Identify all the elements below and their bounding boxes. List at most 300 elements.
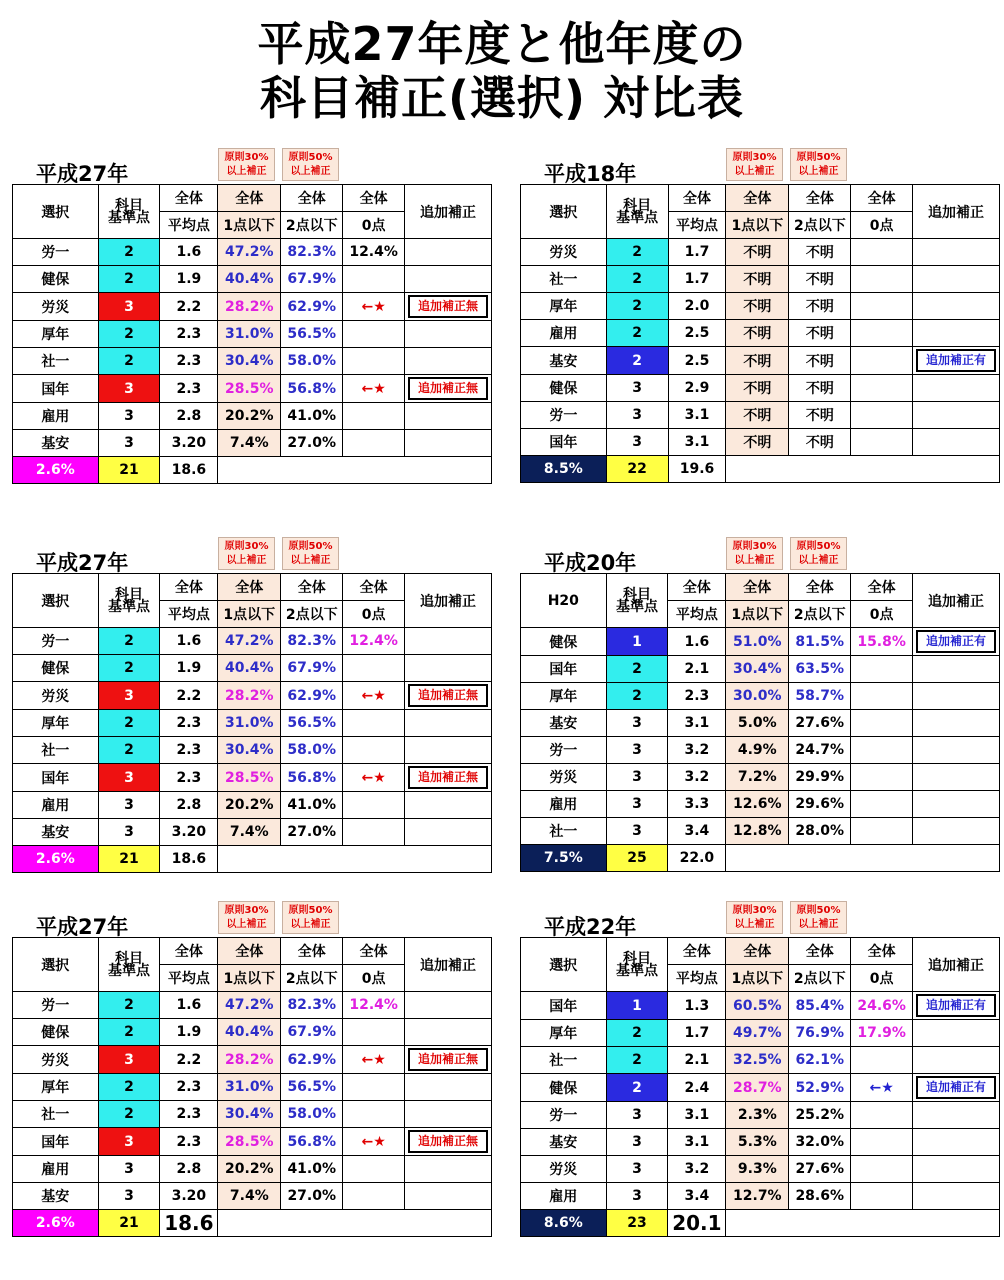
additional-correction-cell (405, 737, 492, 764)
pct-le2: 82.3% (281, 628, 343, 655)
pct-le1: 7.4% (218, 1183, 281, 1210)
base-point: 2 (606, 1074, 668, 1102)
pct-le1: 40.4% (218, 655, 281, 682)
base-point-sum: 21 (98, 846, 160, 873)
average-score: 3.1 (668, 402, 726, 429)
correction-rate: 2.6% (13, 846, 99, 873)
selector-header: 選択 (13, 574, 99, 628)
additional-correction-header: 追加補正 (913, 574, 1000, 628)
score-table (12, 937, 492, 1237)
header-row (13, 185, 492, 212)
pct-le1: 12.8% (726, 818, 789, 845)
subject-name: 労一 (13, 628, 99, 655)
selector-header: 選択 (13, 938, 99, 992)
base-point: 2 (98, 348, 160, 375)
pct-le2: 81.5% (789, 628, 851, 656)
pct-le2: 56.5% (281, 321, 343, 348)
subject-name: 社一 (521, 266, 607, 293)
additional-correction-header: 追加補正 (913, 185, 1000, 239)
header-row (521, 185, 1000, 212)
avg-header: 平均点 (160, 212, 218, 239)
all-header: 全体 (160, 185, 218, 212)
pct-le1: 4.9% (726, 737, 789, 764)
pct-le1: 28.5% (218, 764, 281, 792)
all-header: 全体 (160, 938, 218, 965)
base-point: 2 (98, 710, 160, 737)
base-point: 3 (98, 430, 160, 457)
all-header: 全体 (281, 185, 343, 212)
additional-correction-label: 追加補正無 (408, 295, 488, 318)
additional-correction-cell (913, 1102, 1000, 1129)
additional-correction-cell (913, 293, 1000, 320)
pct-le2: 不明 (789, 375, 851, 402)
base-point: 3 (98, 375, 160, 403)
subject-name: 労一 (521, 402, 607, 429)
le2-header: 2点以下 (789, 601, 851, 628)
pct-le1: 7.4% (218, 430, 281, 457)
additional-correction-cell (405, 1101, 492, 1128)
zero-header: 0点 (851, 965, 913, 992)
base-point: 3 (606, 1129, 668, 1156)
panel-title: 平成20年 (544, 551, 637, 575)
additional-correction-cell (405, 293, 492, 321)
pct-zero (851, 710, 913, 737)
subject-name: 労一 (13, 239, 99, 266)
subject-name: 労一 (521, 1102, 607, 1129)
pct-le1: 7.2% (726, 764, 789, 791)
table-row (13, 1046, 492, 1074)
base-point-header (98, 574, 160, 628)
average-score: 2.8 (160, 1156, 218, 1183)
base-point-header-line: 基準点 (108, 962, 151, 979)
subject-name: 健保 (521, 628, 607, 656)
additional-correction-cell (405, 764, 492, 792)
all-header: 全体 (851, 938, 913, 965)
le2-header: 2点以下 (281, 212, 343, 239)
panel-h22 (520, 901, 1000, 1235)
correction-rate: 7.5% (521, 845, 607, 872)
average-score: 1.9 (160, 266, 218, 293)
table-row (521, 1129, 1000, 1156)
base-point: 2 (98, 239, 160, 266)
base-point: 3 (98, 819, 160, 846)
additional-correction-cell (913, 402, 1000, 429)
table-row (13, 737, 492, 764)
pct-le2: 不明 (789, 429, 851, 456)
subject-name: 健保 (521, 1074, 607, 1102)
pct-zero (851, 266, 913, 293)
rule-badge-line: 以上補正 (226, 166, 267, 177)
average-total: 20.1 (668, 1210, 726, 1237)
additional-correction-cell (913, 818, 1000, 845)
all-header: 全体 (726, 185, 789, 212)
pct-le1: 51.0% (726, 628, 789, 656)
summary-blank (726, 845, 1000, 872)
pct-le2: 67.9% (281, 655, 343, 682)
pct-le2: 41.0% (281, 403, 343, 430)
pct-zero (851, 347, 913, 375)
table-row (521, 239, 1000, 266)
zero-header: 0点 (851, 601, 913, 628)
subject-name: 国年 (521, 656, 607, 683)
base-point: 3 (606, 1183, 668, 1210)
additional-correction-label: 追加補正無 (408, 1130, 488, 1153)
star-arrow-marker: ←★ (343, 682, 405, 710)
average-score: 1.7 (668, 1020, 726, 1047)
average-score: 1.3 (668, 992, 726, 1020)
subject-name: 社一 (13, 737, 99, 764)
pct-le1: 2.3% (726, 1102, 789, 1129)
selector-header: 選択 (521, 938, 607, 992)
average-score: 3.1 (668, 1102, 726, 1129)
pct-le1: 不明 (726, 266, 789, 293)
table-row (13, 792, 492, 819)
base-point: 2 (606, 293, 668, 320)
pct-le2: 25.2% (789, 1102, 851, 1129)
average-score: 3.2 (668, 1156, 726, 1183)
additional-correction-label: 追加補正有 (916, 630, 996, 653)
table-row (13, 1183, 492, 1210)
selector-header: 選択 (13, 185, 99, 239)
table-row (13, 628, 492, 655)
additional-correction-cell (405, 710, 492, 737)
pct-le2: 27.6% (789, 710, 851, 737)
table-row (13, 992, 492, 1019)
table-row (13, 239, 492, 266)
pct-le2: 不明 (789, 266, 851, 293)
base-point: 2 (98, 1019, 160, 1046)
pct-zero: 12.4% (343, 992, 405, 1019)
pct-le1: 不明 (726, 375, 789, 402)
table-row (13, 403, 492, 430)
average-score: 3.4 (668, 818, 726, 845)
base-point: 1 (606, 992, 668, 1020)
rule-badge-line: 原則50% (796, 541, 841, 552)
avg-header: 平均点 (668, 965, 726, 992)
table-row (521, 737, 1000, 764)
selector-header: 選択 (521, 185, 607, 239)
all-header: 全体 (789, 574, 851, 601)
header-row (13, 938, 492, 965)
pct-le1: 32.5% (726, 1047, 789, 1074)
pct-le1: 不明 (726, 429, 789, 456)
pct-le1: 不明 (726, 293, 789, 320)
additional-correction-cell (913, 683, 1000, 710)
additional-correction-cell (405, 266, 492, 293)
pct-le2: 不明 (789, 402, 851, 429)
table-row (521, 992, 1000, 1020)
subject-name: 厚年 (521, 683, 607, 710)
pct-zero (343, 792, 405, 819)
pct-zero (343, 819, 405, 846)
all-header: 全体 (218, 938, 281, 965)
pct-le2: 52.9% (789, 1074, 851, 1102)
pct-zero (851, 293, 913, 320)
base-point: 2 (98, 1101, 160, 1128)
rule-badge-line: 原則50% (288, 905, 333, 916)
table-row (13, 710, 492, 737)
panel-title: 平成18年 (544, 162, 637, 186)
pct-le2: 67.9% (281, 266, 343, 293)
average-total: 18.6 (160, 846, 218, 873)
rule-badge (726, 537, 783, 570)
pct-le1: 40.4% (218, 266, 281, 293)
base-point: 2 (606, 1020, 668, 1047)
pct-zero (343, 1156, 405, 1183)
pct-le2: 41.0% (281, 792, 343, 819)
additional-correction-cell (913, 1156, 1000, 1183)
pct-le1: 31.0% (218, 321, 281, 348)
rule-badge-line: 原則30% (732, 905, 777, 916)
score-table (12, 184, 492, 484)
pct-le2: 27.6% (789, 1156, 851, 1183)
table-row (521, 266, 1000, 293)
pct-zero: 17.9% (851, 1020, 913, 1047)
pct-zero (851, 818, 913, 845)
zero-header: 0点 (343, 965, 405, 992)
pct-le2: 62.9% (281, 293, 343, 321)
average-score: 2.4 (668, 1074, 726, 1102)
average-score: 2.3 (160, 1128, 218, 1156)
base-point-sum: 25 (606, 845, 668, 872)
average-score: 1.6 (160, 992, 218, 1019)
zero-header: 0点 (343, 212, 405, 239)
all-header: 全体 (218, 185, 281, 212)
star-arrow-marker: ←★ (851, 1074, 913, 1102)
pct-le2: 82.3% (281, 239, 343, 266)
pct-le1: 20.2% (218, 403, 281, 430)
average-score: 1.6 (160, 239, 218, 266)
subject-name: 国年 (521, 992, 607, 1020)
average-total: 19.6 (668, 456, 726, 483)
pct-le2: 不明 (789, 239, 851, 266)
le1-header: 1点以下 (218, 965, 281, 992)
rule-badge (218, 148, 275, 181)
pct-zero (851, 402, 913, 429)
pct-zero (851, 1102, 913, 1129)
base-point: 3 (98, 682, 160, 710)
additional-correction-cell (913, 710, 1000, 737)
base-point: 2 (98, 992, 160, 1019)
base-point: 3 (98, 792, 160, 819)
base-point: 3 (606, 764, 668, 791)
pct-le2: 28.6% (789, 1183, 851, 1210)
rule-badge-line: 以上補正 (734, 555, 775, 566)
subject-name: 労一 (521, 737, 607, 764)
base-point: 3 (606, 429, 668, 456)
table-row (521, 656, 1000, 683)
header-row (521, 938, 1000, 965)
pct-le1: 40.4% (218, 1019, 281, 1046)
table-row (521, 1102, 1000, 1129)
pct-le1: 49.7% (726, 1020, 789, 1047)
average-score: 2.3 (160, 710, 218, 737)
average-score: 1.9 (160, 655, 218, 682)
additional-correction-cell (405, 430, 492, 457)
average-score: 1.6 (160, 628, 218, 655)
subject-name: 雇用 (13, 792, 99, 819)
table-row (13, 1128, 492, 1156)
additional-correction-cell (405, 321, 492, 348)
average-score: 2.3 (160, 737, 218, 764)
average-score: 3.1 (668, 1129, 726, 1156)
average-score: 2.3 (668, 683, 726, 710)
pct-zero: 24.6% (851, 992, 913, 1020)
selector-header: H20 (521, 574, 607, 628)
additional-correction-cell (913, 320, 1000, 347)
pct-le2: 56.5% (281, 1074, 343, 1101)
additional-correction-cell (405, 992, 492, 1019)
table-row (13, 375, 492, 403)
rule-badge-line: 以上補正 (798, 166, 839, 177)
pct-zero (343, 1101, 405, 1128)
average-score: 1.6 (668, 628, 726, 656)
base-point: 2 (606, 656, 668, 683)
header-row (13, 574, 492, 601)
base-point-header (98, 185, 160, 239)
pct-le1: 28.5% (218, 1128, 281, 1156)
pct-zero (851, 239, 913, 266)
all-header: 全体 (668, 574, 726, 601)
table-row (13, 266, 492, 293)
table-row (521, 1183, 1000, 1210)
subject-name: 社一 (521, 1047, 607, 1074)
pct-le1: 30.4% (218, 1101, 281, 1128)
base-point-header-line: 基準点 (108, 598, 151, 615)
all-header: 全体 (281, 938, 343, 965)
pct-zero (343, 1019, 405, 1046)
base-point: 2 (606, 266, 668, 293)
rule-badge-line: 以上補正 (290, 919, 331, 930)
base-point: 3 (606, 737, 668, 764)
pct-le2: 67.9% (281, 1019, 343, 1046)
additional-correction-cell (405, 239, 492, 266)
le2-header: 2点以下 (789, 212, 851, 239)
summary-blank (218, 457, 492, 484)
additional-correction-cell (913, 992, 1000, 1020)
all-header: 全体 (343, 938, 405, 965)
pct-le2: 76.9% (789, 1020, 851, 1047)
pct-le2: 56.8% (281, 375, 343, 403)
le2-header: 2点以下 (789, 965, 851, 992)
le2-header: 2点以下 (281, 601, 343, 628)
subject-name: 健保 (13, 1019, 99, 1046)
rule-badge (282, 148, 339, 181)
additional-correction-cell (913, 1183, 1000, 1210)
additional-correction-cell (405, 403, 492, 430)
pct-le1: 不明 (726, 347, 789, 375)
additional-correction-cell (913, 764, 1000, 791)
summary-row (13, 457, 492, 484)
pct-zero (851, 791, 913, 818)
pct-zero (851, 1129, 913, 1156)
panel-h18 (520, 148, 1000, 477)
additional-correction-cell (913, 429, 1000, 456)
pct-zero (851, 683, 913, 710)
subject-name: 労災 (521, 239, 607, 266)
table-row (13, 1074, 492, 1101)
rule-badge-line: 原則30% (224, 152, 269, 163)
average-score: 2.3 (160, 321, 218, 348)
summary-row (521, 456, 1000, 483)
table-row (521, 293, 1000, 320)
pct-zero (343, 1183, 405, 1210)
base-point: 3 (606, 402, 668, 429)
panel-title: 平成27年 (36, 915, 129, 939)
score-table (520, 937, 1000, 1237)
average-score: 3.20 (160, 430, 218, 457)
pct-zero (851, 1047, 913, 1074)
base-point: 2 (606, 683, 668, 710)
rule-badge-line: 原則50% (288, 152, 333, 163)
rule-badge (790, 537, 847, 570)
summary-blank (726, 456, 1000, 483)
pct-le1: 47.2% (218, 992, 281, 1019)
rule-badge (790, 901, 847, 934)
star-arrow-marker: ←★ (343, 764, 405, 792)
summary-blank (726, 1210, 1000, 1237)
pct-le1: 20.2% (218, 792, 281, 819)
average-score: 2.8 (160, 403, 218, 430)
pct-le1: 47.2% (218, 239, 281, 266)
all-header: 全体 (160, 574, 218, 601)
rule-badge-line: 以上補正 (290, 555, 331, 566)
pct-le1: 7.4% (218, 819, 281, 846)
all-header: 全体 (668, 185, 726, 212)
average-score: 2.3 (160, 764, 218, 792)
base-point-sum: 21 (98, 1210, 160, 1237)
rule-badge-line: 原則30% (224, 905, 269, 916)
pct-zero (343, 266, 405, 293)
base-point-header-line: 基準点 (616, 209, 659, 226)
table-row (521, 1074, 1000, 1102)
average-score: 3.3 (668, 791, 726, 818)
additional-correction-cell (405, 655, 492, 682)
average-score: 3.2 (668, 764, 726, 791)
pct-zero (851, 737, 913, 764)
additional-correction-label: 追加補正有 (916, 349, 996, 372)
pct-zero (851, 429, 913, 456)
pct-le2: 58.0% (281, 737, 343, 764)
average-score: 2.1 (668, 656, 726, 683)
average-score: 2.0 (668, 293, 726, 320)
panel-h27-a (12, 148, 492, 478)
table-row (13, 1101, 492, 1128)
table-row (13, 1156, 492, 1183)
pct-le2: 27.0% (281, 430, 343, 457)
base-point: 3 (98, 1156, 160, 1183)
rule-badge (726, 901, 783, 934)
additional-correction-cell (405, 1183, 492, 1210)
subject-name: 基安 (13, 430, 99, 457)
average-total: 22.0 (668, 845, 726, 872)
base-point: 3 (98, 1128, 160, 1156)
average-score: 2.3 (160, 375, 218, 403)
rule-badge-line: 原則30% (224, 541, 269, 552)
subject-name: 厚年 (521, 293, 607, 320)
pct-le1: 12.6% (726, 791, 789, 818)
all-header: 全体 (851, 574, 913, 601)
table-row (521, 320, 1000, 347)
subject-name: 労災 (13, 682, 99, 710)
base-point: 2 (98, 1074, 160, 1101)
summary-row (521, 1210, 1000, 1237)
pct-zero (851, 375, 913, 402)
average-score: 2.2 (160, 682, 218, 710)
average-score: 2.3 (160, 348, 218, 375)
rule-badge (218, 537, 275, 570)
additional-correction-cell (913, 375, 1000, 402)
